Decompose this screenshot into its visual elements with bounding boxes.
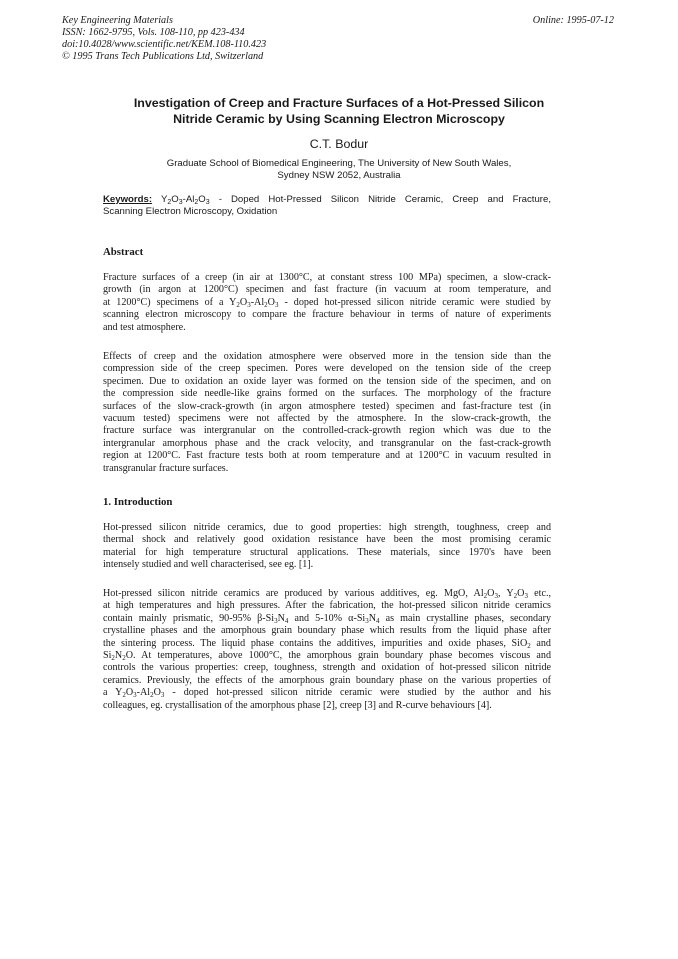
- text-line: colleagues, eg. crystallisation of the amorphous phase [2], creep [3] and R-curve behaviours [4].: [103, 699, 492, 711]
- intro-paragraph-2: [103, 588, 551, 712]
- journal-header: [62, 15, 266, 63]
- text-line: the sintering process. The liquid phase contains the additives, impurities and oxide phases, SiO$_2$ and: [103, 637, 551, 650]
- keywords-line-1: Keywords: $Y_2O_3-Al_2O_3$ - Doped Hot-Pressed Silicon Nitride Ceramic, Creep and Fracture,: [103, 194, 551, 206]
- keywords-block: [103, 194, 551, 219]
- intro-paragraph-1: [103, 522, 551, 572]
- affiliation: [120, 158, 558, 182]
- text-line: region at 1200°C. Fast fracture tests both at room temperature and at 1200°C in vacuum resulted in: [103, 450, 551, 462]
- text-line: and test atmosphere.: [103, 321, 186, 333]
- text-line: specimen. Due to oxidation an oxide layer was formed on the tension side of the specimen, and on: [103, 375, 551, 387]
- text-line: Hot-pressed silicon nitride ceramics are produced by various additives, eg. MgO, $Al_2O_3$, $Y_2O_3$ etc.,: [103, 588, 551, 600]
- text-line: intergranular amorphous phase and the crack velocity, and transgranular on the fast-crack-growth: [103, 437, 551, 449]
- text-line: at high temperatures and high pressures. After the fabrication, the hot-pressed silicon nitride ceramics: [103, 600, 551, 612]
- author-name: C.T. Bodur: [309, 137, 369, 151]
- text-line: growth (in argon at 1200°C) specimen and fast fracture (in vacuum at room temperature, and: [103, 284, 551, 296]
- text-line: scanning electron microscopy to compare the fracture behaviour in terms of nature of experiments: [103, 309, 551, 321]
- copyright-line: © 1995 Trans Tech Publications Ltd, Switzerland: [62, 51, 264, 62]
- text-line: the compression side needle-like grains formed on the surfaces. The morphology of the fracture: [103, 388, 551, 400]
- affiliation-line-1: Graduate School of Biomedical Engineering, The University of New South Wales,: [166, 158, 512, 169]
- doi-link[interactable]: doi:10.4028/www.scientific.net/KEM.108-110.423: [62, 39, 267, 50]
- abstract-paragraph-2: [103, 351, 551, 475]
- keywords-line-2: Scanning Electron Microscopy, Oxidation: [103, 206, 278, 218]
- text-line: Effects of creep and the oxidation atmosphere were observed more in the tension side than the: [103, 351, 551, 362]
- text-line: controls the various properties: creep, toughness, strength and oxidation of hot-pressed silicon nitride: [103, 662, 551, 674]
- text-line: material for high temperature structural applications. These materials, since 1970's have been: [103, 546, 551, 558]
- title-line-2: Nitride Ceramic by Using Scanning Electron Microscopy: [173, 111, 505, 126]
- text-line: a $Y_2O_3-Al_2O_3$ - doped hot-pressed silicon nitride ceramic were studied by the author and his: [103, 687, 551, 700]
- paper-title: [100, 96, 578, 127]
- issn-line: ISSN: 1662-9795, Vols. 108-110, pp 423-434: [62, 27, 245, 38]
- text-line: vacuum tested) specimens were not affected by the atmosphere. In the slow-crack-growth, the: [103, 413, 551, 425]
- text-line: compression side of the creep specimen. Pores were developed on the tension side of the creep: [103, 363, 551, 375]
- text-line: crystalline phases and the amorphous grain boundary phase which results from the liquid phase after: [103, 625, 551, 637]
- online-date: Online: 1995-07-12: [532, 15, 614, 26]
- text-line: $Si_2N_2O$. At temperatures, above 1000°C, the amorphous grain boundary phase becomes viscous and: [103, 650, 551, 663]
- text-line: surfaces of the slow-crack-growth (in argon atmosphere tested) specimen and fast-fracture test (in: [103, 400, 551, 412]
- journal-name: Key Engineering Materials: [62, 15, 173, 26]
- text-line: Hot-pressed silicon nitride ceramics, due to good properties: high strength, toughness, creep and: [103, 522, 551, 533]
- keywords-text-1: Doped Hot-Pressed Silicon Nitride Ceramic, Creep and Fracture,: [231, 194, 551, 205]
- affiliation-line-2: Sydney NSW 2052, Australia: [277, 170, 401, 182]
- text-line: transgranular fracture surfaces.: [103, 462, 229, 474]
- keywords-label: Keywords:: [103, 194, 153, 205]
- text-line: intensely studied and well characterised, see eg. [1].: [103, 559, 314, 571]
- abstract-heading: Abstract: [103, 246, 144, 258]
- abstract-paragraph-1: [103, 272, 551, 334]
- text-line: at 1200°C) specimens of a $Y_2O_3-Al_2O_3$ - doped hot-pressed silicon nitride ceramic were studied by: [103, 296, 551, 309]
- text-line: ceramics. Previously, the effects of the amorphous grain boundary phase on the various properties of: [103, 674, 551, 686]
- text-line: fracture surface was intergranular on the controlled-crack-growth region which was due to the: [103, 425, 551, 437]
- title-line-1: Investigation of Creep and Fracture Surfaces of a Hot-Pressed Silicon: [133, 96, 545, 110]
- introduction-heading: 1. Introduction: [103, 496, 173, 508]
- text-line: contain mainly prismatic, 90-95% $\beta-Si_3N_4$ and 5-10% $\alpha-Si_3N_4$ as main crystalline phases, secondary: [103, 612, 551, 625]
- text-line: Fracture surfaces of a creep (in air at 1300°C, at constant stress 100 MPa) specimen, a slow-crack-: [103, 272, 551, 283]
- text-line: thermal shock and relatively good oxidation resistance have been the most promising ceramic: [103, 534, 551, 546]
